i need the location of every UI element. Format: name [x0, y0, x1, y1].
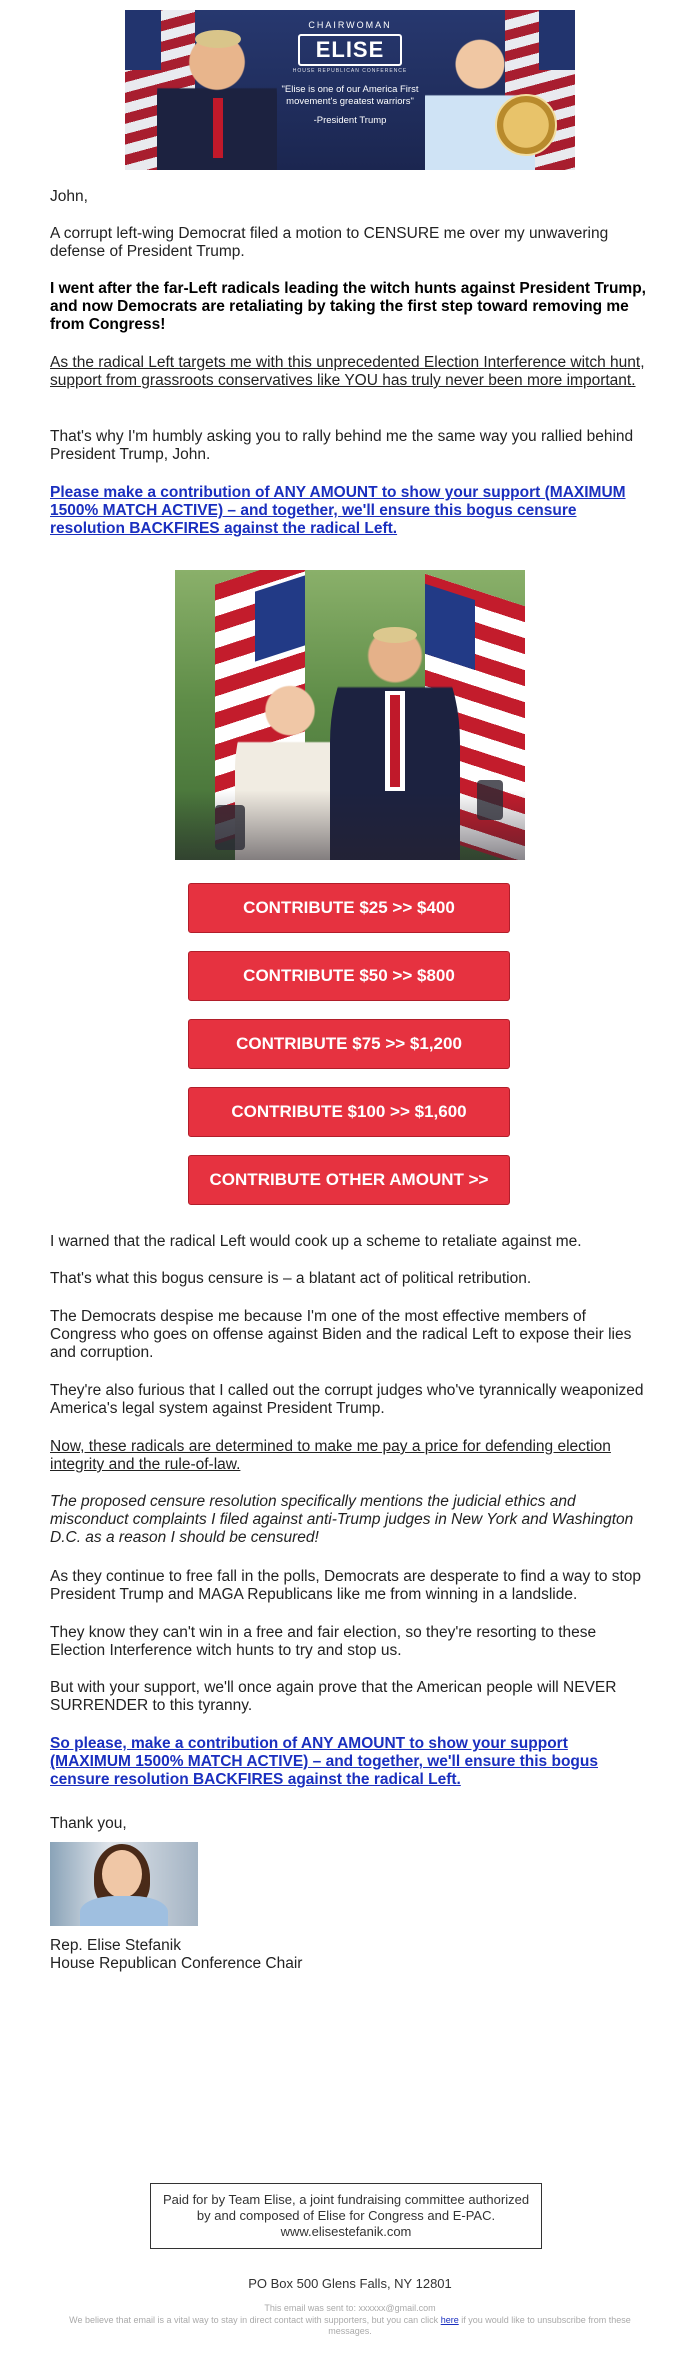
- paragraph-13: But with your support, we'll once again prove that the American people will NEVER SURRENDER to this tyranny.: [50, 1679, 617, 1714]
- mailing-address: PO Box 500 Glens Falls, NY 12801: [248, 2276, 452, 2291]
- contribute-other-button[interactable]: CONTRIBUTE OTHER AMOUNT >>: [188, 1155, 510, 1205]
- unsubscribe-text-pre: We believe that email is a vital way to stay in direct contact with supporters, but you can click: [69, 2315, 439, 2325]
- rally-photo: [175, 570, 525, 860]
- paragraph-5: I warned that the radical Left would cook up a scheme to retaliate against me.: [50, 1233, 582, 1250]
- unsubscribe-text-post: if you would like to unsubscribe from these messages.: [328, 2315, 631, 2336]
- sent-to-notice: This email was sent to: xxxxxx@gmail.com: [264, 2303, 436, 2313]
- paragraph-1: A corrupt left-wing Democrat filed a motion to CENSURE me over my unwavering defense of President Trump.: [50, 225, 609, 260]
- paragraph-3: As the radical Left targets me with this unprecedented Election Interference witch hunt, support from grassroots conservatives like YOU has truly never been more important.: [50, 354, 645, 389]
- paragraph-10: The proposed censure resolution specifically mentions the judicial ethics and misconduct complaints I filed against anti-Trump judges in New York and Washington D.C. as a reason I should be censured!: [50, 1493, 634, 1546]
- contribute-25-button[interactable]: CONTRIBUTE $25 >> $400: [188, 883, 510, 933]
- paragraph-6: That's what this bogus censure is – a blatant act of political retribution.: [50, 1270, 532, 1287]
- signoff: Thank you,: [50, 1815, 127, 1832]
- signature-title: House Republican Conference Chair: [50, 1955, 303, 1972]
- paragraph-11: As they continue to free fall in the polls, Democrats are desperate to find a way to stop President Trump and MAGA Republicans like me from winning in a landslide.: [50, 1568, 642, 1603]
- header-banner: [125, 10, 575, 170]
- official-seal-icon: [495, 94, 557, 156]
- paragraph-2: I went after the far-Left radicals leading the witch hunts against President Trump, and now Democrats are retaliating by taking the first step toward removing me from Congress!: [50, 280, 646, 333]
- contribute-100-button[interactable]: CONTRIBUTE $100 >> $1,600: [188, 1087, 510, 1137]
- contribute-50-button[interactable]: CONTRIBUTE $50 >> $800: [188, 951, 510, 1001]
- paragraph-7: The Democrats despise me because I'm one of the most effective members of Congress who goes on offense against Biden and the radical Left to expose their lies and corruption.: [50, 1308, 632, 1361]
- greeting: John,: [50, 188, 88, 205]
- signature-photo: [50, 1842, 198, 1926]
- paragraph-12: They know they can't win in a free and fair election, so they're resorting to these Election Interference witch hunts to try and stop us.: [50, 1624, 597, 1659]
- banner-subline: HOUSE REPUBLICAN CONFERENCE: [292, 68, 408, 74]
- contribute-75-button[interactable]: CONTRIBUTE $75 >> $1,200: [188, 1019, 510, 1069]
- paragraph-9: Now, these radicals are determined to make me pay a price for defending election integrity and the rule-of-law.: [50, 1438, 611, 1473]
- paragraph-4: That's why I'm humbly asking you to rally behind me the same way you rallied behind President Trump, John.: [50, 428, 634, 463]
- banner-attribution: -President Trump: [313, 115, 387, 126]
- unsubscribe-notice: [50, 2315, 650, 2337]
- unsubscribe-link[interactable]: here: [440, 2315, 459, 2325]
- contribute-link-top[interactable]: Please make a contribution of ANY AMOUNT to show your support (MAXIMUM 1500% MATCH ACTIVE) – and together, we'll ensure this bogus censure resolution BACKFIRES against the radical Left.: [50, 484, 626, 537]
- banner-kicker: CHAIRWOMAN: [308, 20, 392, 30]
- banner-quote: "Elise is one of our America First movement's greatest warriors": [281, 84, 419, 107]
- contribute-link-bottom[interactable]: So please, make a contribution of ANY AMOUNT to show your support (MAXIMUM 1500% MATCH ACTIVE) – and together, we'll ensure this bogus censure resolution BACKFIRES against the radical Left.: [50, 1735, 598, 1788]
- paid-for-disclaimer: Paid for by Team Elise, a joint fundraising committee authorized by and composed of Elise for Congress and E-PAC. www.elisestefanik.com: [150, 2183, 542, 2249]
- elise-logo: ELISE: [298, 34, 402, 66]
- paragraph-8: They're also furious that I called out the corrupt judges who've tyrannically weaponized America's legal system against President Trump.: [50, 1382, 644, 1417]
- trump-photo: [157, 20, 277, 170]
- signature-name: Rep. Elise Stefanik: [50, 1937, 181, 1954]
